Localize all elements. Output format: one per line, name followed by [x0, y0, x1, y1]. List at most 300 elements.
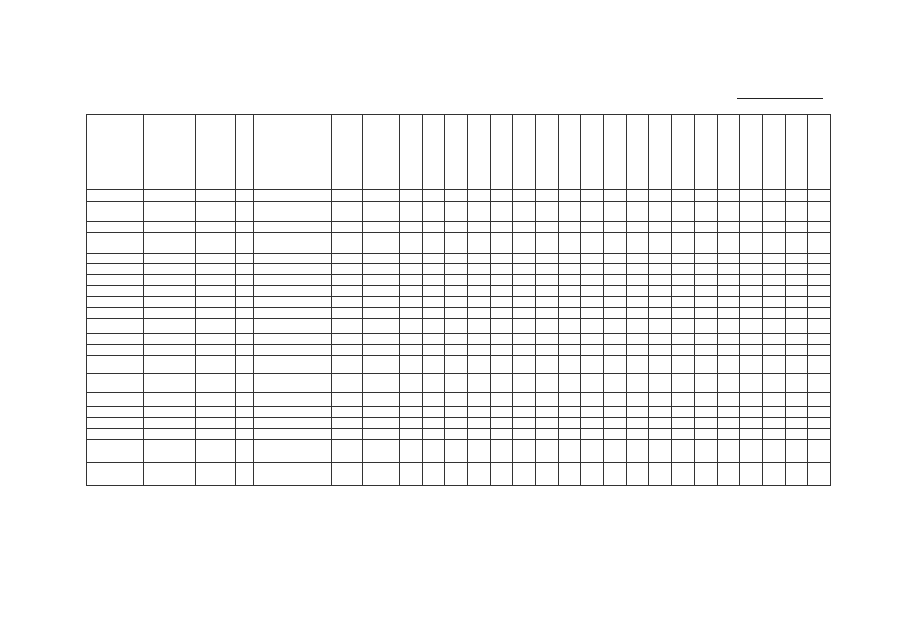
table-cell — [672, 440, 695, 463]
table-cell — [468, 297, 491, 308]
table-cell — [254, 254, 332, 264]
table-header-row — [87, 115, 831, 190]
table-cell — [604, 264, 627, 275]
table-cell — [649, 286, 672, 297]
table-cell — [717, 418, 740, 429]
table-cell — [785, 393, 808, 407]
table-cell — [762, 418, 785, 429]
table-cell — [558, 429, 581, 440]
table-cell — [672, 190, 695, 202]
table-cell — [536, 319, 559, 334]
table-cell — [762, 356, 785, 374]
table-cell — [332, 202, 363, 222]
table-row — [87, 393, 831, 407]
table-cell — [363, 440, 400, 463]
table-cell — [604, 407, 627, 418]
table-cell — [717, 440, 740, 463]
table-cell — [236, 407, 254, 418]
table-cell — [254, 418, 332, 429]
table-cell — [363, 297, 400, 308]
table-cell — [808, 190, 831, 202]
table-cell — [87, 297, 144, 308]
column-header — [536, 115, 559, 190]
table-cell — [400, 308, 423, 319]
table-cell — [558, 297, 581, 308]
table-cell — [144, 190, 196, 202]
table-cell — [717, 297, 740, 308]
table-cell — [694, 275, 717, 286]
table-cell — [604, 319, 627, 334]
table-cell — [144, 407, 196, 418]
table-cell — [445, 334, 468, 345]
table-cell — [808, 297, 831, 308]
table-cell — [490, 374, 513, 393]
table-cell — [445, 345, 468, 356]
table-cell — [254, 407, 332, 418]
table-cell — [672, 264, 695, 275]
table-cell — [254, 264, 332, 275]
table-cell — [626, 254, 649, 264]
table-cell — [536, 297, 559, 308]
table-cell — [694, 202, 717, 222]
table-cell — [254, 286, 332, 297]
table-cell — [144, 463, 196, 486]
table-cell — [87, 334, 144, 345]
column-header — [604, 115, 627, 190]
table-cell — [513, 233, 536, 254]
table-cell — [762, 297, 785, 308]
table-cell — [144, 319, 196, 334]
table-row — [87, 264, 831, 275]
table-cell — [468, 418, 491, 429]
table-cell — [422, 264, 445, 275]
table-cell — [740, 440, 763, 463]
column-header — [422, 115, 445, 190]
table-cell — [762, 308, 785, 319]
table-cell — [332, 393, 363, 407]
table-cell — [332, 463, 363, 486]
table-cell — [558, 440, 581, 463]
table-cell — [400, 264, 423, 275]
table-cell — [363, 463, 400, 486]
table-cell — [332, 440, 363, 463]
table-row — [87, 356, 831, 374]
table-cell — [604, 356, 627, 374]
table-cell — [490, 286, 513, 297]
table-cell — [762, 190, 785, 202]
table-cell — [445, 429, 468, 440]
table-cell — [422, 334, 445, 345]
table-cell — [604, 190, 627, 202]
table-cell — [740, 319, 763, 334]
table-row — [87, 286, 831, 297]
table-cell — [581, 334, 604, 345]
table-cell — [445, 440, 468, 463]
table-cell — [513, 308, 536, 319]
table-cell — [649, 418, 672, 429]
table-cell — [740, 334, 763, 345]
table-cell — [536, 393, 559, 407]
table-cell — [740, 222, 763, 233]
table-cell — [332, 286, 363, 297]
table-cell — [144, 233, 196, 254]
table-cell — [196, 418, 236, 429]
table-cell — [196, 254, 236, 264]
table-cell — [196, 202, 236, 222]
table-cell — [672, 222, 695, 233]
table-cell — [144, 275, 196, 286]
table-cell — [400, 345, 423, 356]
table-cell — [626, 407, 649, 418]
table-cell — [717, 429, 740, 440]
table-cell — [363, 345, 400, 356]
table-cell — [468, 334, 491, 345]
table-cell — [604, 222, 627, 233]
column-header — [254, 115, 332, 190]
appendix-note — [728, 73, 830, 93]
table-cell — [332, 407, 363, 418]
table-cell — [762, 374, 785, 393]
table-cell — [604, 233, 627, 254]
table-cell — [626, 440, 649, 463]
table-cell — [649, 264, 672, 275]
table-cell — [740, 190, 763, 202]
table-cell — [445, 202, 468, 222]
table-cell — [694, 429, 717, 440]
table-cell — [400, 297, 423, 308]
table-cell — [236, 275, 254, 286]
table-cell — [717, 407, 740, 418]
table-cell — [808, 393, 831, 407]
table-cell — [236, 356, 254, 374]
table-cell — [400, 190, 423, 202]
table-cell — [422, 463, 445, 486]
table-cell — [254, 202, 332, 222]
table-cell — [808, 254, 831, 264]
table-cell — [254, 334, 332, 345]
table-cell — [694, 463, 717, 486]
table-cell — [332, 264, 363, 275]
table-cell — [740, 356, 763, 374]
table-cell — [694, 254, 717, 264]
table-cell — [236, 463, 254, 486]
table-cell — [468, 202, 491, 222]
table-cell — [558, 356, 581, 374]
table-cell — [558, 233, 581, 254]
table-cell — [87, 254, 144, 264]
column-header — [649, 115, 672, 190]
table-cell — [808, 264, 831, 275]
table-cell — [626, 297, 649, 308]
table-cell — [363, 233, 400, 254]
table-cell — [332, 254, 363, 264]
table-cell — [649, 319, 672, 334]
table-cell — [604, 418, 627, 429]
table-cell — [762, 275, 785, 286]
table-cell — [196, 393, 236, 407]
table-cell — [785, 374, 808, 393]
table-cell — [604, 393, 627, 407]
table-cell — [144, 440, 196, 463]
table-cell — [694, 418, 717, 429]
table-cell — [672, 319, 695, 334]
table-row — [87, 275, 831, 286]
table-cell — [808, 463, 831, 486]
column-header — [808, 115, 831, 190]
table-cell — [445, 407, 468, 418]
table-cell — [626, 356, 649, 374]
table-cell — [649, 190, 672, 202]
table-cell — [332, 275, 363, 286]
table-cell — [254, 374, 332, 393]
table-cell — [422, 286, 445, 297]
table-cell — [196, 440, 236, 463]
table-cell — [808, 429, 831, 440]
table-cell — [672, 356, 695, 374]
table-cell — [468, 407, 491, 418]
table-cell — [649, 440, 672, 463]
table-cell — [740, 345, 763, 356]
table-cell — [740, 407, 763, 418]
table-cell — [144, 345, 196, 356]
table-cell — [490, 345, 513, 356]
table-cell — [762, 334, 785, 345]
table-cell — [196, 374, 236, 393]
table-cell — [762, 407, 785, 418]
table-cell — [717, 463, 740, 486]
table-cell — [558, 374, 581, 393]
table-cell — [581, 393, 604, 407]
table-cell — [422, 190, 445, 202]
table-cell — [363, 393, 400, 407]
table-cell — [581, 190, 604, 202]
table-cell — [87, 418, 144, 429]
table-cell — [717, 222, 740, 233]
table-cell — [254, 319, 332, 334]
table-cell — [468, 308, 491, 319]
table-cell — [445, 286, 468, 297]
table-cell — [626, 334, 649, 345]
table-cell — [626, 233, 649, 254]
table-cell — [422, 429, 445, 440]
table-cell — [694, 264, 717, 275]
table-row — [87, 407, 831, 418]
table-cell — [490, 254, 513, 264]
column-header — [513, 115, 536, 190]
table-cell — [536, 286, 559, 297]
table-cell — [536, 334, 559, 345]
table-cell — [740, 264, 763, 275]
table-cell — [808, 286, 831, 297]
table-cell — [626, 202, 649, 222]
table-cell — [468, 190, 491, 202]
table-cell — [87, 393, 144, 407]
table-cell — [400, 319, 423, 334]
table-cell — [558, 222, 581, 233]
table-row — [87, 202, 831, 222]
table-cell — [604, 308, 627, 319]
table-cell — [445, 233, 468, 254]
table-cell — [445, 319, 468, 334]
table-cell — [672, 345, 695, 356]
table-cell — [672, 233, 695, 254]
table-cell — [445, 297, 468, 308]
table-cell — [363, 319, 400, 334]
table-cell — [808, 308, 831, 319]
table-cell — [332, 374, 363, 393]
column-header — [672, 115, 695, 190]
table-cell — [400, 334, 423, 345]
table-cell — [254, 393, 332, 407]
table-cell — [536, 222, 559, 233]
table-cell — [400, 202, 423, 222]
table-cell — [785, 440, 808, 463]
table-cell — [581, 418, 604, 429]
table-cell — [513, 202, 536, 222]
table-cell — [581, 233, 604, 254]
table-cell — [400, 374, 423, 393]
table-cell — [604, 202, 627, 222]
table-cell — [649, 374, 672, 393]
table-cell — [785, 345, 808, 356]
table-cell — [672, 308, 695, 319]
table-cell — [558, 418, 581, 429]
table-cell — [513, 418, 536, 429]
table-cell — [626, 393, 649, 407]
table-cell — [196, 286, 236, 297]
table-cell — [144, 202, 196, 222]
table-cell — [672, 393, 695, 407]
table-cell — [694, 393, 717, 407]
column-header — [581, 115, 604, 190]
table-cell — [604, 429, 627, 440]
table-cell — [785, 429, 808, 440]
table-cell — [513, 222, 536, 233]
table-cell — [694, 374, 717, 393]
table-cell — [87, 356, 144, 374]
table-cell — [196, 345, 236, 356]
column-header — [785, 115, 808, 190]
table-cell — [196, 275, 236, 286]
table-cell — [740, 297, 763, 308]
table-cell — [490, 222, 513, 233]
table-cell — [694, 407, 717, 418]
column-header — [236, 115, 254, 190]
table-cell — [236, 374, 254, 393]
table-cell — [536, 429, 559, 440]
table-cell — [740, 418, 763, 429]
table-cell — [626, 264, 649, 275]
table-cell — [785, 418, 808, 429]
table-cell — [490, 407, 513, 418]
table-cell — [717, 275, 740, 286]
table-cell — [717, 393, 740, 407]
table-cell — [762, 429, 785, 440]
table-cell — [236, 190, 254, 202]
table-cell — [536, 264, 559, 275]
column-header — [400, 115, 423, 190]
table-cell — [808, 418, 831, 429]
table-cell — [332, 222, 363, 233]
table-row — [87, 233, 831, 254]
table-cell — [513, 429, 536, 440]
table-cell — [468, 254, 491, 264]
table-cell — [558, 254, 581, 264]
table-cell — [649, 345, 672, 356]
table-cell — [808, 202, 831, 222]
table-cell — [87, 286, 144, 297]
table-cell — [717, 202, 740, 222]
table-cell — [672, 297, 695, 308]
table-cell — [558, 393, 581, 407]
table-cell — [445, 275, 468, 286]
table-cell — [144, 418, 196, 429]
table-cell — [400, 407, 423, 418]
table-cell — [649, 356, 672, 374]
table-cell — [536, 190, 559, 202]
table-cell — [626, 374, 649, 393]
table-cell — [740, 463, 763, 486]
table-cell — [694, 190, 717, 202]
table-cell — [196, 297, 236, 308]
appendix-line — [728, 88, 830, 93]
table-cell — [422, 297, 445, 308]
table-cell — [513, 264, 536, 275]
table-cell — [513, 334, 536, 345]
table-cell — [332, 297, 363, 308]
table-cell — [785, 308, 808, 319]
table-cell — [422, 233, 445, 254]
table-cell — [196, 319, 236, 334]
table-cell — [332, 190, 363, 202]
table-row — [87, 440, 831, 463]
table-cell — [422, 202, 445, 222]
table-cell — [604, 254, 627, 264]
table-cell — [236, 202, 254, 222]
table-cell — [808, 319, 831, 334]
table-cell — [144, 222, 196, 233]
table-cell — [400, 286, 423, 297]
table-cell — [490, 356, 513, 374]
table-cell — [363, 407, 400, 418]
table-cell — [490, 202, 513, 222]
table-cell — [196, 264, 236, 275]
table-cell — [400, 440, 423, 463]
table-cell — [332, 356, 363, 374]
table-cell — [808, 407, 831, 418]
table-cell — [536, 356, 559, 374]
table-cell — [581, 345, 604, 356]
table-cell — [626, 418, 649, 429]
table-cell — [558, 319, 581, 334]
table-cell — [332, 418, 363, 429]
table-cell — [332, 319, 363, 334]
table-cell — [87, 202, 144, 222]
table-cell — [649, 429, 672, 440]
table-cell — [254, 463, 332, 486]
table-cell — [762, 233, 785, 254]
table-row — [87, 297, 831, 308]
table-cell — [581, 356, 604, 374]
table-cell — [144, 286, 196, 297]
table-cell — [87, 233, 144, 254]
table-row — [87, 374, 831, 393]
table-cell — [649, 297, 672, 308]
table-cell — [649, 463, 672, 486]
table-cell — [536, 374, 559, 393]
table-cell — [400, 393, 423, 407]
table-cell — [740, 308, 763, 319]
